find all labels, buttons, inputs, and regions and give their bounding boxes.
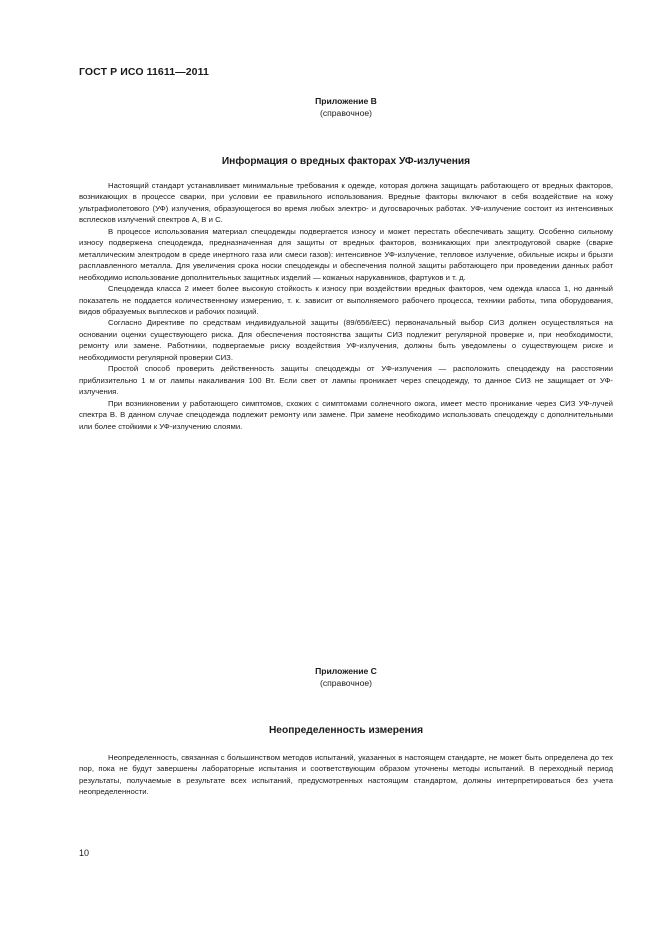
paragraph: При возникновении у работающего симптомов, схожих с симптомами солнечного ожога, имеет место проникание через СИЗ УФ-лучей спектра В. В данном случае спецодежда подлежит ремонту или замене. При замене необходимо использовать спецодежду с дополнительными или более стойкими к УФ-излучению слоями.: [79, 398, 613, 431]
standard-code: ГОСТ Р ИСО 11611—2011: [79, 66, 209, 78]
paragraph: Согласно Директиве по средствам индивидуальной защиты (89/656/ЕЕС) первоначальный выбор СИЗ должен осуществляться на основании оценки существующего риска. Для обеспечения постоянства защиты СИЗ подлежит регулярной проверке и, при необходимости, ремонту или замене. Работники, подвергаемые риску воздействия УФ-излучения, должны быть уведомлены о существующем риске и необходимости регулярной проверки СИЗ.: [79, 318, 613, 362]
appendix-b-label: [79, 95, 613, 119]
appendix-c-label: [79, 665, 613, 689]
appendix-c-title: Неопределенность измерения: [268, 725, 424, 736]
paragraph: Настоящий стандарт устанавливает минимальные требования к одежде, которая должна защищать работающего от вредных факторов, возникающих в процессе сварки, при условии ее правильного использования. Вредные факторы включают в себя воздействие на кожу ультрафиолетового (УФ) излучения, образующегося во время любых электро- и дугосварочных работах. УФ-излучение состоит из интенсивных всплесков излучений спектров А, В и С.: [79, 181, 613, 225]
page-number: 10: [79, 848, 90, 858]
appendix-b-body: [79, 180, 613, 432]
appendix-b-kind: (справочное): [319, 108, 373, 118]
paragraph: Неопределенность, связанная с большинством методов испытаний, указанных в настоящем стандарте, не может быть определена до тех пор, пока не будут завершены лабораторные испытания и соответствующим образом уточнены методы испытаний. В переходный период результаты, получаемые в результате всех испытаний, предусмотренных настоящим стандартом, должны интерпретироваться без учета неопределенности.: [79, 753, 613, 797]
paragraph: Простой способ проверить действенность защиты спецодежды от УФ-излучения — расположить спецодежду на расстоянии приблизительно 1 м от лампы накаливания 100 Вт. Если свет от лампы проникает через спецодежду, то данное СИЗ не защищает от УФ-излучения.: [79, 364, 613, 397]
appendix-c-name: Приложение С: [315, 666, 377, 676]
appendix-b-title: Информация о вредных факторах УФ-излучения: [221, 156, 471, 167]
paragraph: В процессе использования материал спецодежды подвергается износу и может перестать обеспечивать защиту. Особенно сильному износу подвержена спецодежда, предназначенная для защиты от вредных факторов, возникающих при электродуговой сварке (сварке металлическим электродом в среде инертного газа или смеси газов): интенсивное УФ-излучение, тепловое излучение, обильные искры и брызги расплавленного металла. Для увеличения срока носки спецодежды и обеспечения полной защиты работающего при проведении данных работ необходимо использование дополнительных защитных изделий — кожаных нарукавников, фартуков и т. д.: [79, 226, 613, 282]
appendix-b-name: Приложение В: [315, 96, 377, 106]
appendix-c-body: [79, 752, 613, 798]
paragraph: Спецодежда класса 2 имеет более высокую стойкость к износу при воздействии вредных факторов, чем одежда класса 1, но данный показатель не поддается количественному измерению, т. к. зависит от выполняемого рабочего процесса, техники работы, типа оборудования, видов образуемых выплесков и рабочих позиций.: [79, 284, 613, 316]
appendix-c-kind: (справочное): [319, 678, 373, 688]
